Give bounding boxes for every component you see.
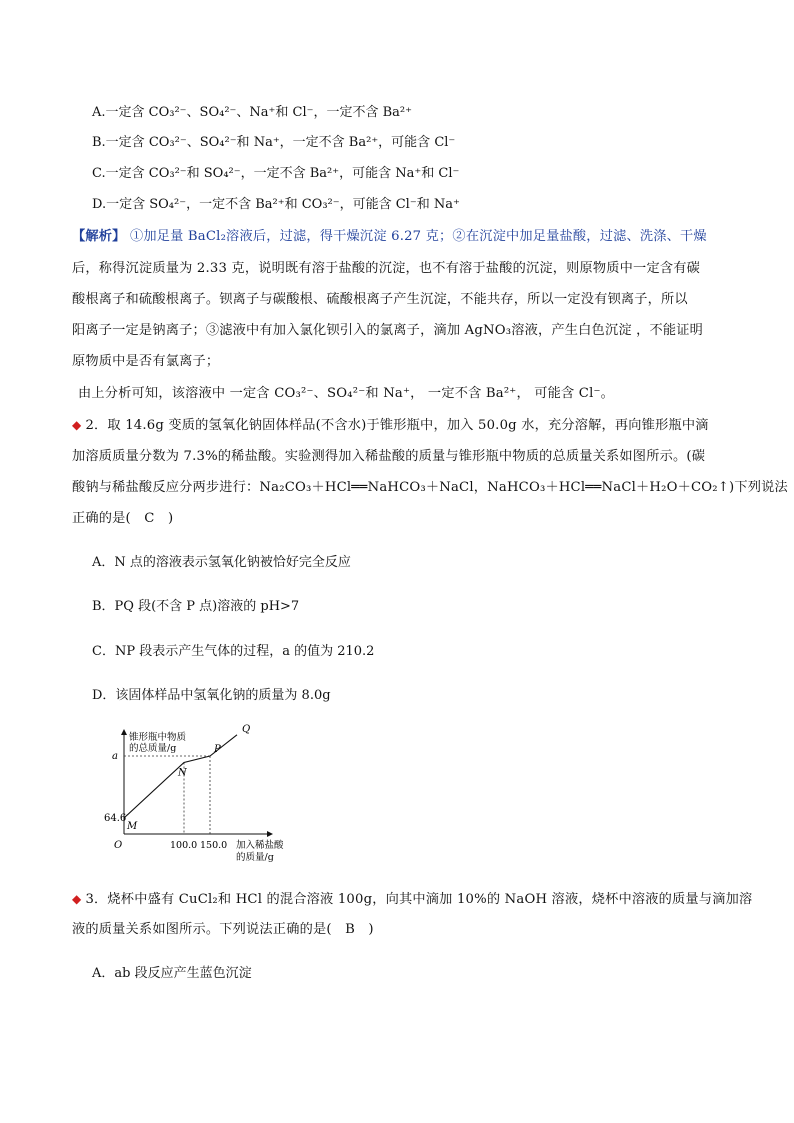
mass-chart (104, 723, 300, 866)
q3-line-2: 液的质量关系如图所示。下列说法正确的是( B ) (72, 922, 374, 937)
analysis-label: 【解析】 (72, 229, 126, 244)
q2-line-2: 加溶质质量分数为 7.3%的稀盐酸。实验测得加入稀盐酸的质量与锥形瓶中物质的总质量关系如图所示。(碳 (72, 449, 706, 464)
point-label-q: Q (242, 723, 251, 735)
q1-option-a: A.一定含 CO₃²⁻、SO₄²⁻、Na⁺和 Cl⁻，一定不含 Ba²⁺ (92, 105, 412, 120)
analysis-summary: 由上分析可知，该溶液中 一定含 CO₃²⁻、SO₄²⁻和 Na⁺， 一定不含 Ba²⁺， 可能含 Cl⁻。 (78, 386, 615, 401)
diamond-icon: ◆ (72, 418, 82, 432)
diamond-icon: ◆ (72, 892, 82, 906)
x-axis-label-2: 的质量/g (236, 852, 274, 863)
q2-line-3: 酸钠与稀盐酸反应分两步进行：Na₂CO₃＋HCl══NaHCO₃＋NaCl，NaHCO₃＋HCl══NaCl＋H₂O＋CO₂↑)下列说法 (72, 480, 788, 495)
q3-line-1 (72, 889, 752, 910)
q1-option-d: D.一定含 SO₄²⁻，一定不含 Ba²⁺和 CO₃²⁻，可能含 Cl⁻和 Na⁺ (92, 197, 460, 212)
q1-option-c: C.一定含 CO₃²⁻和 SO₄²⁻，一定不含 Ba²⁺，可能含 Na⁺和 Cl⁻ (92, 166, 460, 181)
q2-option-a: A．N 点的溶液表示氢氧化钠被恰好完全反应 (92, 555, 351, 570)
x-tick-100: 100.0 (170, 840, 198, 851)
origin-label: O (114, 840, 123, 851)
x-axis-label-1: 加入稀盐酸 (236, 840, 284, 851)
point-label-p: P (214, 744, 221, 755)
y-tick-a: a (112, 751, 118, 762)
analysis-line-2: 后，称得沉淀质量为 2.33 克，说明既有溶于盐酸的沉淀，也不有溶于盐酸的沉淀，则原物质中一定含有碳 (72, 261, 700, 276)
q2-option-d: D．该固体样品中氢氧化钠的质量为 8.0g (92, 688, 331, 703)
q3-option-a: A．ab 段反应产生蓝色沉淀 (92, 966, 252, 981)
y-tick-64-6: 64.6 (104, 813, 127, 824)
q3-text-1: 3．烧杯中盛有 CuCl₂和 HCl 的混合溶液 100g，向其中滴加 10%的 NaOH 溶液，烧杯中溶液的质量与滴加溶 (85, 892, 753, 907)
analysis-line-5: 原物质中是否有氯离子； (72, 354, 220, 369)
analysis-line-4: 阳离子一定是钠离子；③滤液中有加入氯化钡引入的氯离子，滴加 AgNO₃溶液，产生白色沉淀 ，不能证明 (72, 323, 704, 338)
x-tick-150: 150.0 (200, 840, 228, 851)
analysis-line-3: 酸根离子和硫酸根离子。钡离子与碳酸根、硫酸根离子产生沉淀，不能共存，所以一定没有钡离子，所以 (72, 292, 688, 307)
point-label-m: M (127, 821, 138, 832)
q1-option-b: B.一定含 CO₃²⁻、SO₄²⁻和 Na⁺，一定不含 Ba²⁺，可能含 Cl⁻ (92, 135, 456, 150)
point-label-n: N (178, 767, 187, 779)
q2-option-c: C．NP 段表示产生气体的过程，a 的值为 210.2 (92, 644, 375, 659)
q2-option-b: B．PQ 段(不含 P 点)溶液的 pH>7 (92, 599, 300, 614)
q2-text-1: 2．取 14.6g 变质的氢氧化钠固体样品(不含水)于锥形瓶中，加入 50.0g 水，充分溶解，再向锥形瓶中滴 (85, 418, 709, 433)
q2-line-4: 正确的是( C ) (72, 511, 174, 526)
q2-line-1 (72, 415, 709, 436)
y-axis-label-2: 的总质量/g (129, 743, 177, 754)
analysis-text-1: ①加足量 BaCl₂溶液后，过滤，得干燥沉淀 6.27 克；②在沉淀中加足量盐酸，过滤、洗涤、干燥 (129, 229, 707, 244)
y-axis-label-1: 锥形瓶中物质 (129, 732, 187, 743)
analysis-line-1 (72, 227, 707, 247)
